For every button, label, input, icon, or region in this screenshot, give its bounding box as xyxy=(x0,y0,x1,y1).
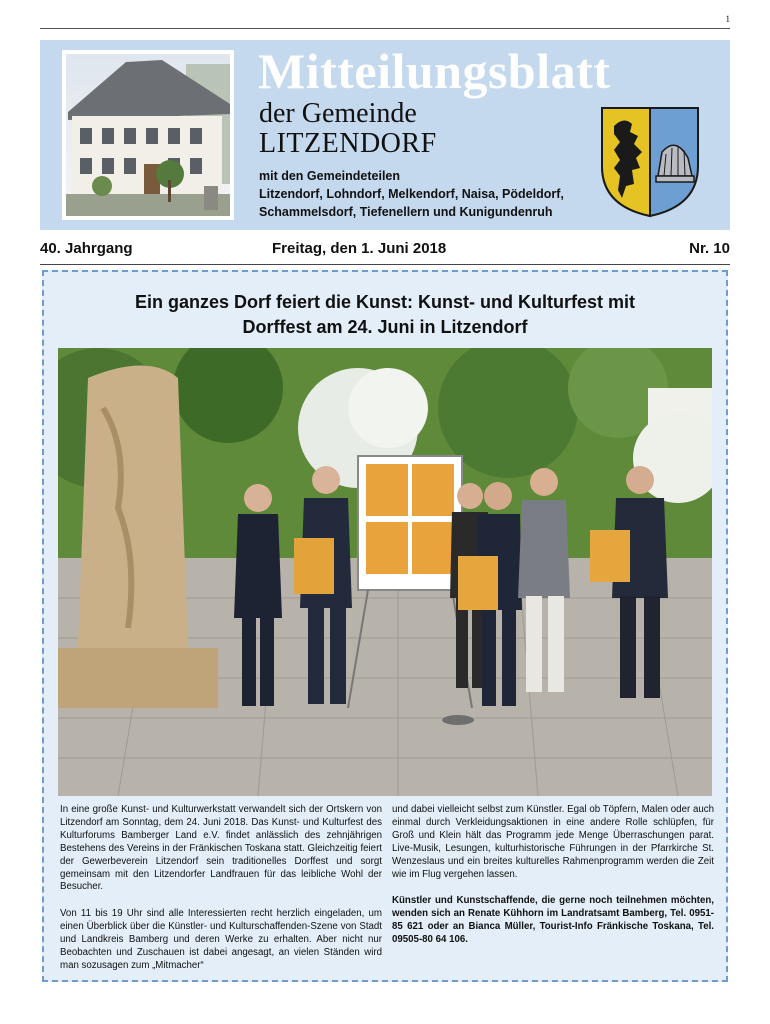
coat-of-arms-icon xyxy=(600,106,700,218)
lead-article xyxy=(42,270,728,982)
issue-bar xyxy=(40,240,730,262)
masthead xyxy=(40,40,730,230)
group-photo xyxy=(58,348,712,796)
masthead-districts: mit den Gemeindeteilen Litzendorf, Lohndorf, Melkendorf, Naisa, Pödeldorf, Schammelsdorf, Tiefenellern und Kunigundenruh xyxy=(259,169,564,219)
issue-year: 40. Jahrgang xyxy=(40,240,133,257)
article-paragraph: In eine große Kunst- und Kulturwerkstatt verwandelt sich der Ortskern von Litzendorf am Sonntag, dem 24. Juni 2018. Das Kunst- und Kulturfest des Kulturforums Bamberger Land e.V. findet anlässlich des zehnjährigen Bestehens des Vereins in der Fränkischen Toskana statt. Gleichzeitig feiert der Gewerbeverein Litzendorf sein traditionelles Dorffest und sorgt gemeinsam mit den Litzendorfer Landfrauen für das leibliche Wohl der Besucher. xyxy=(60,804,382,893)
masthead-subtitle: der Gemeinde xyxy=(259,98,417,129)
contact-paragraph: Künstler und Kunstschaffende, die gerne noch teilnehmen möchten, wenden sich an Renate Kühhorn im Landratsamt Bamberg, Tel. 0951-85 621 oder an Bianca Müller, Tourist-Info Fränkische Toskana, Tel. 09505-80 64 106. xyxy=(392,895,714,946)
masthead-municipality: LITZENDORF xyxy=(259,128,437,159)
masthead-title: Mitteilungsblatt xyxy=(258,43,611,99)
article-column-left xyxy=(60,804,382,987)
article-column-right xyxy=(392,804,714,961)
top-rule xyxy=(40,28,730,29)
article-paragraph: Von 11 bis 19 Uhr sind alle Interessierten recht herzlich eingeladen, um einen Überblick über die Künstler- und Kulturschaffenden-Szene von Stadt und Landkreis Bamberg und deren Werke zu erhalten. Aber nicht nur Beobachten und Zuschauen ist dabei angesagt, an vielen Ständen wird man sozusagen zum „Mitmacher“ xyxy=(60,908,382,971)
article-paragraph: und dabei vielleicht selbst zum Künstler. Egal ob Töpfern, Malen oder auch einmal durch Verkleidungsaktionen in eine andere Rolle schlüpfen, für Groß und Klein hält das Programm jede Menge Überraschungen parat. Live-Musik, Lesungen, kulturhistorische Führungen in der Pfarrkirche St. Wenzeslaus und ein breites kulturelles Rahmenprogramm werden die Zeit wie im Flug vergehen lassen. xyxy=(392,804,714,880)
page-number: 1 xyxy=(725,14,730,24)
article-headline: Ein ganzes Dorf feiert die Kunst: Kunst- und Kulturfest mit Dorffest am 24. Juni in Litzendorf xyxy=(134,292,635,337)
issue-date: Freitag, den 1. Juni 2018 xyxy=(272,240,447,257)
issue-rule xyxy=(40,264,730,265)
town-hall-photo xyxy=(62,50,234,220)
issue-number: Nr. 10 xyxy=(689,240,730,257)
